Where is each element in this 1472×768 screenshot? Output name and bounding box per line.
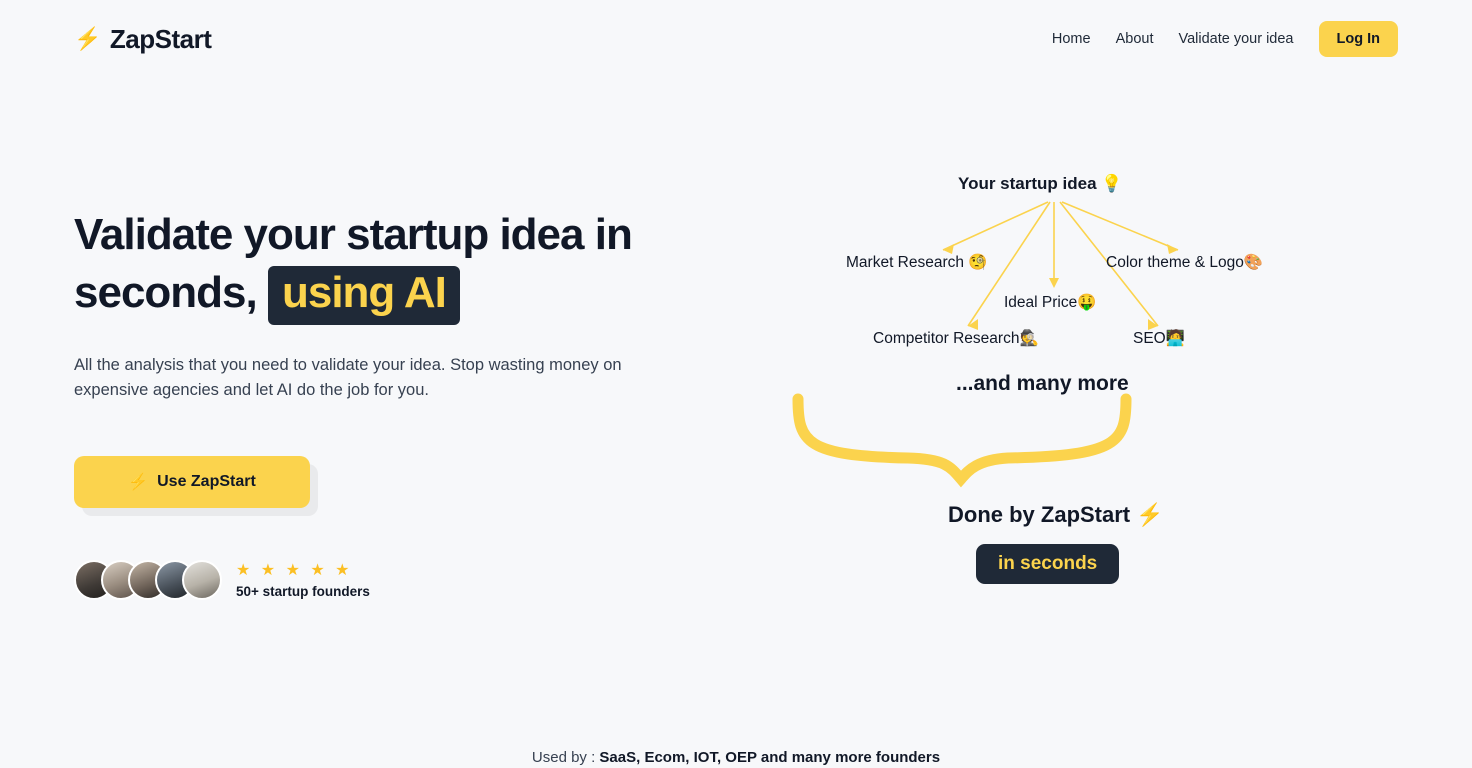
bolt-icon: ⚡ (128, 473, 149, 491)
social-proof (74, 560, 728, 600)
page-title (74, 206, 728, 325)
star-rating-icon: ★ ★ ★ ★ ★ (236, 562, 353, 580)
nav-item-about[interactable]: About (1115, 31, 1154, 47)
used-by-list: SaaS, Ecom, IOT, OEP and many more founders (599, 749, 941, 766)
hero-right-column (758, 174, 1398, 614)
nav-item-validate-your-idea[interactable]: Validate your idea (1178, 31, 1294, 47)
founders-count-label: 50+ startup founders (236, 584, 370, 600)
hero-left-column (74, 174, 728, 614)
diagram-node-color-theme: Color theme & Logo🎨 (1106, 254, 1264, 271)
social-proof-text (236, 560, 370, 599)
main-nav (1052, 21, 1398, 57)
use-zapstart-button[interactable] (74, 456, 310, 508)
idea-diagram (758, 174, 1398, 614)
diagram-node-market-research: Market Research 🧐 (846, 254, 988, 271)
diagram-node-seo: SEO🧑‍💻 (1133, 330, 1186, 347)
brand-name: ZapStart (109, 23, 212, 54)
nav-item-home[interactable]: Home (1051, 31, 1091, 47)
diagram-node-competitor-research: Competitor Research🕵️ (873, 330, 1039, 347)
done-by-zapstart-label: Done by ZapStart ⚡ (948, 502, 1164, 527)
diagram-node-root: Your startup idea 💡 (958, 174, 1123, 193)
cta-label: Use ZapStart (157, 472, 256, 490)
in-seconds-badge: in seconds (976, 544, 1119, 584)
hero-section (0, 78, 1472, 614)
avatar (182, 560, 222, 600)
headline-highlight: using AI (268, 266, 460, 325)
headline-line-2: seconds, (74, 268, 257, 318)
login-button[interactable]: Log In (1319, 21, 1399, 57)
bolt-icon: ⚡ (74, 26, 101, 51)
cta-wrapper (74, 456, 310, 508)
and-many-more-label: ...and many more (956, 372, 1129, 395)
site-header (0, 0, 1472, 78)
headline-line-1: Validate your startup idea in (74, 210, 632, 259)
used-by-footer (0, 749, 1472, 768)
used-by-prefix: Used by : (531, 749, 600, 766)
avatar-group (74, 560, 222, 600)
brand-logo[interactable] (74, 24, 211, 55)
hero-subtitle: All the analysis that you need to validate your idea. Stop wasting money on expensive agencies and let AI do the job for you. (74, 355, 622, 400)
diagram-node-ideal-price: Ideal Price🤑 (1004, 294, 1097, 311)
